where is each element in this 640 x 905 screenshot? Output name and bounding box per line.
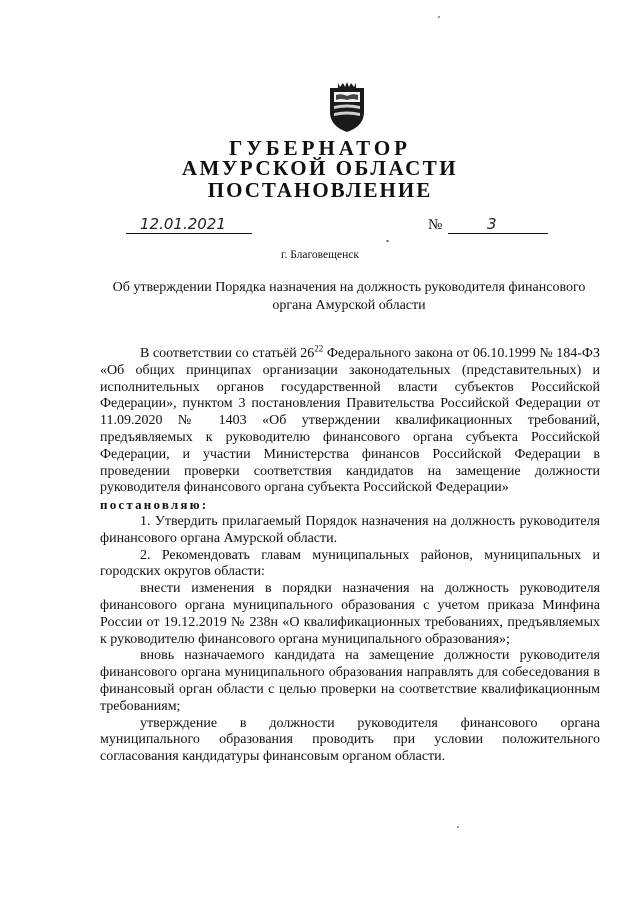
governor-title: ГУБЕРНАТОР: [228, 136, 412, 160]
number-underline: [448, 233, 548, 234]
scan-speck: [386, 240, 389, 242]
intro-text-start: В соответствии со статьёй 26: [140, 346, 315, 361]
document-body: [100, 343, 600, 766]
scan-speck: [457, 826, 459, 828]
subitem-3: утверждение в должности руководителя финансового органа муниципального образования проводить при условии положительного согласования кандидатуры финансовым органом области.: [100, 715, 600, 765]
subitem-1: внести изменения в порядки назначения на должность руководителя финансового органа муниципального образования с учетом приказа Минфина России от 19.12.2019 № 238н «О квалификационных требованиях, предъявляемых к руководителю финансового органа муниципального образования»;: [100, 581, 600, 647]
scan-speck: [438, 16, 440, 18]
date-underline: [126, 233, 252, 234]
intro-paragraph: [100, 343, 600, 497]
article-superscript: 22: [314, 343, 324, 354]
item-2: 2. Рекомендовать главам муниципальных районов, муниципальных и городских округов области:: [100, 547, 600, 580]
region-title: АМУРСКОЙ ОБЛАСТИ: [181, 156, 459, 180]
resolve-word: постановляю:: [100, 497, 209, 513]
subitem-2: вновь назначаемого кандидата на замещение должности руководителя финансового органа муниципального образования направлять для собеседования в финансовый орган области с целью проверки на соответствие квалификационным требованиям;: [100, 648, 600, 714]
document-number: 3: [487, 215, 497, 233]
city-label: г. Благовещенск: [281, 249, 359, 261]
number-sign: №: [428, 217, 443, 233]
document-date: 12.01.2021: [140, 215, 226, 233]
intro-text-end: Федерального закона от 06.10.1999 № 184-ФЗ «Об общих принципах организации законодательных (представительных) и исполнительных органов государственной власти субъектов Российской Федерации», пунктом 3 постановления Правительства Российской Федерации от 11.09.2020 № 1403 «Об утверждении квалификационных требований, предъявляемых к руководителю финансового органа субъекта Российской Федерации, и участии Министерства финансов Российской Федерации в проведении проверки соответствия кандидатов на замещение должности руководителя финансового органа субъекта Российской Федерации»: [100, 346, 600, 496]
item-1: 1. Утвердить прилагаемый Порядок назначения на должность руководителя финансового органа Амурской области.: [100, 513, 600, 546]
document-type-title: ПОСТАНОВЛЕНИЕ: [207, 178, 433, 202]
document-subject: Об утверждении Порядка назначения на должность руководителя финансового органа Амурской области: [112, 280, 586, 313]
coat-of-arms-icon: [326, 82, 368, 134]
